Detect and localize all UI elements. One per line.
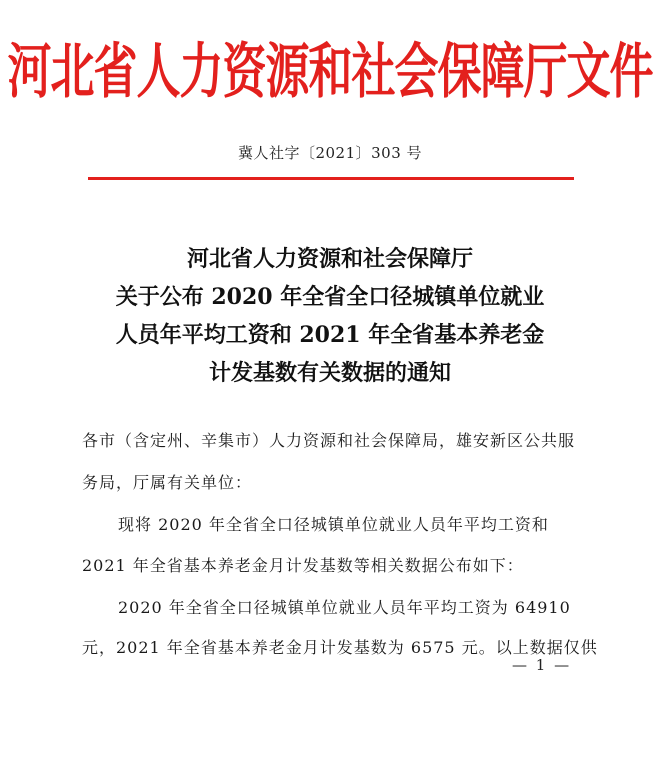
- addressee-line: 各市（含定州、辛集市）人力资源和社会保障局，雄安新区公共服: [82, 431, 576, 450]
- title-line: 关于公布 2020 年全省全口径城镇单位就业: [115, 284, 545, 310]
- document-number: 冀人社字〔2021〕303 号: [237, 144, 423, 162]
- title-line: 河北省人力资源和社会保障厅: [186, 246, 473, 272]
- title-line: 计发基数有关数据的通知: [208, 360, 451, 386]
- page-number: — 1 —: [512, 656, 572, 674]
- addressee-line: 务局，厅属有关单位：: [82, 473, 253, 492]
- body-paragraph-line: 2021 年全省基本养老金月计发基数等相关数据公布如下：: [82, 556, 524, 575]
- document-masthead: 河北省人力资源和社会保障厅文件: [7, 38, 653, 108]
- title-line: 人员年平均工资和 2021 年全省基本养老金: [115, 322, 545, 348]
- notice-title: [0, 240, 660, 392]
- body-paragraph-line: 现将 2020 年全省全口径城镇单位就业人员年平均工资和: [118, 515, 549, 534]
- body-paragraph-line: 2020 年全省全口径城镇单位就业人员年平均工资为 64910: [118, 598, 571, 617]
- red-divider: [88, 177, 574, 180]
- body-paragraph-line: 元，2021 年全省基本养老金月计发基数为 6575 元。以上数据仅供: [82, 638, 598, 657]
